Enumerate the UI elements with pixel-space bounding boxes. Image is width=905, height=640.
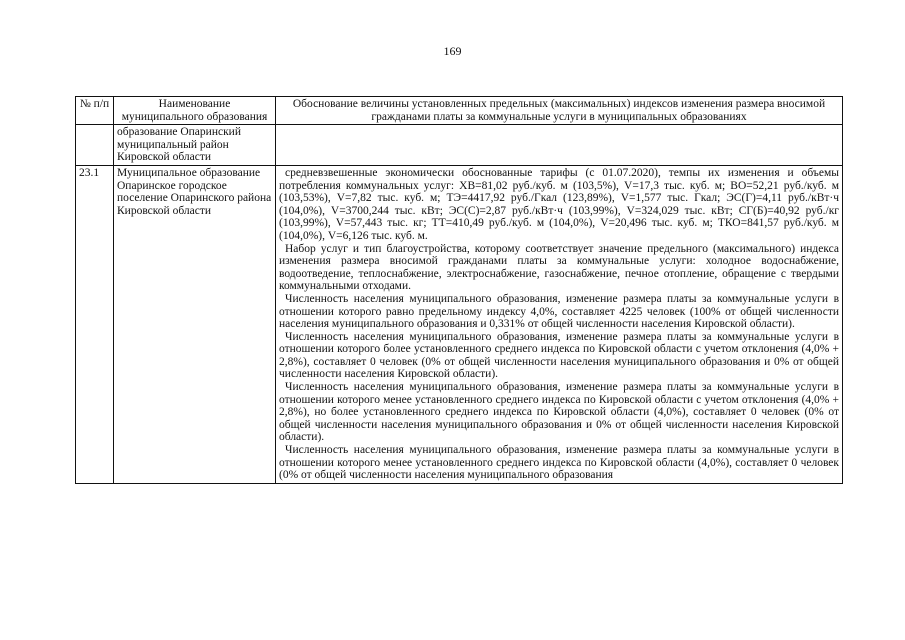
table-row-23-1 <box>76 165 843 483</box>
cell-basis <box>276 125 843 166</box>
cell-num <box>76 125 114 166</box>
cell-name: образование Опаринский муниципальный район Кировской области <box>114 125 276 166</box>
table-row-continuation <box>76 125 843 166</box>
basis-paragraph-services: Набор услуг и тип благоустройства, которому соответствует значение предельного (максимального) индекса изменения размера вносимой гражданами платы за коммунальные услуги: холодное водоснабжение, водоотведение, теплоснабжение, электроснабжение, газоснабжение, печное отопление, обращение с твердыми коммунальными отходами. <box>279 242 839 293</box>
basis-paragraph-population-above: Численность населения муниципального образования, изменение размера платы за коммунальные услуги в отношении которого более установленного среднего индекса по Кировской области с учетом отклонения (4,0% + 2,8%), составляет 0 человек (0% от общей численности населения муниципального образования и 0% от общей численности населения Кировской области). <box>279 330 839 381</box>
basis-paragraph-population-below: Численность населения муниципального образования, изменение размера платы за коммунальные услуги в отношении которого менее установленного среднего индекса по Кировской области (4,0%), составляет 0 человек (0% от общей численности населения муниципального образования <box>279 444 839 482</box>
basis-paragraph-population-equal: Численность населения муниципального образования, изменение размера платы за коммунальные услуги в отношении которого равно предельному индексу 4,0%, составляет 4225 человек (100% от общей численности населения муниципального образования и 0,331% от общей численности населения Кировской области). <box>279 292 839 331</box>
cell-num: 23.1 <box>76 165 114 483</box>
cell-basis <box>276 165 843 483</box>
basis-paragraph-tariffs: средневзвешенные экономически обоснованные тарифы (с 01.07.2020), темпы их изменения и объемы потребления коммунальных услуг: ХВ=81,02 руб./куб. м (103,5%), V=17,3 тыс. куб. м; ВО=52,21 руб./куб. м (103,53%), V=7,82 тыс. куб. м; ТЭ=4417,92 руб./Гкал (123,89%), V=1,577 тыс. Гкал; ЭС(Г)=4,11 руб./кВт·ч (104,0%), V=3700,244 тыс. кВт; ЭС(С)=2,87 руб./кВт·ч (103,99%), V=324,029 тыс. кВт; СГ(Б)=40,92 руб./кг (103,99%), V=57,443 тыс. кг; ТТ=410,49 руб./куб. м (104,0%), V=20,496 тыс. куб. м; ТКО=841,57 руб./куб. м (104,0%), V=6,126 тыс. куб. м. <box>279 166 839 242</box>
header-basis: Обоснование величины установленных предельных (максимальных) индексов изменения размера вносимой гражданами платы за коммунальные услуги в муниципальных образованиях <box>276 97 843 125</box>
basis-paragraph-population-between: Численность населения муниципального образования, изменение размера платы за коммунальные услуги в отношении которого менее установленного среднего индекса по Кировской области с учетом отклонения (4,0% + 2,8%), но более установленного среднего индекса по Кировской области (4,0%), составляет 0 человек (0% от общей численности населения муниципального образования и 0% от общей численности населения Кировской области). <box>279 381 839 444</box>
table-header-row <box>76 97 843 125</box>
header-name: Наименование муниципального образования <box>114 97 276 125</box>
header-num: № п/п <box>76 97 114 125</box>
cell-name: Муниципальное образование Опаринское городское поселение Опаринского района Кировской области <box>114 165 276 483</box>
page-number: 169 <box>443 44 462 58</box>
tariff-index-table <box>75 96 843 484</box>
